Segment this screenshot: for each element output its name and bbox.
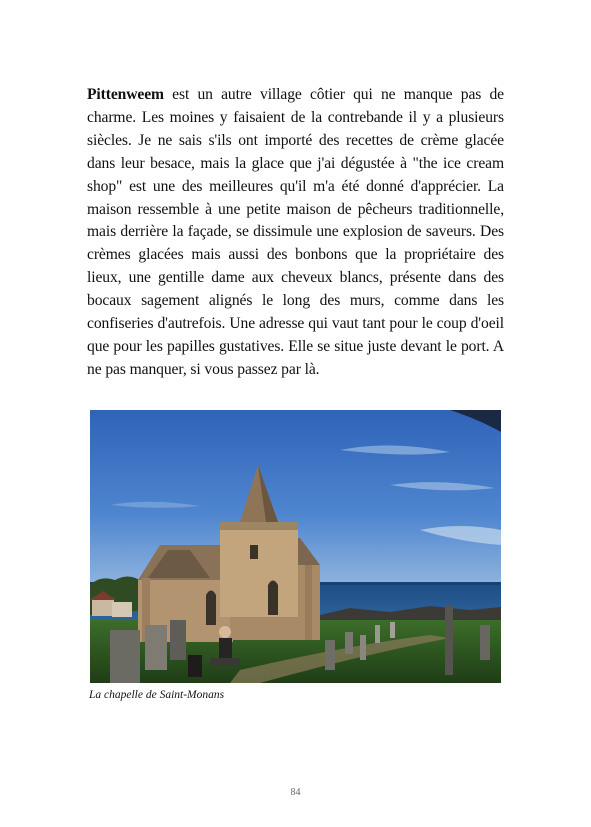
paragraph-text: est un autre village côtier qui ne manque pas de charme. Les moines y faisaient de la contrebande il y a plusieurs siècles. Je ne sais s'ils ont importé des recettes de crème glacée dans leur besace, mais la glace que j'ai dégustée à "the ice cream shop" est une des meilleures qu'il m'a été donné d'apprécier. La maison ressemble à une petite maison de pêcheurs traditionnelle, mais derrière la façade, se dissimule une explosion de saveurs. Des crèmes glacées mais aussi des bonbons que la propriétaire des lieux, une gentille dame aux cheveux blancs, présente dans des bocaux sagement alignés le long des murs, comme dans les confiseries d'autrefois. Une adresse qui vaut tant pour le coup d'oeil que pour les papilles gustatives. Elle se situe juste devant le port. A ne pas manquer, si vous passez par là.: [87, 86, 504, 378]
figure-caption: La chapelle de Saint-Monans: [89, 689, 225, 701]
house: [112, 602, 132, 617]
article-paragraph: [87, 84, 504, 382]
church-photo: [90, 410, 501, 683]
place-name: Pittenweem: [87, 86, 164, 103]
page-number: 84: [290, 787, 301, 798]
house: [92, 598, 114, 616]
church-photo-illustration: [90, 410, 501, 683]
